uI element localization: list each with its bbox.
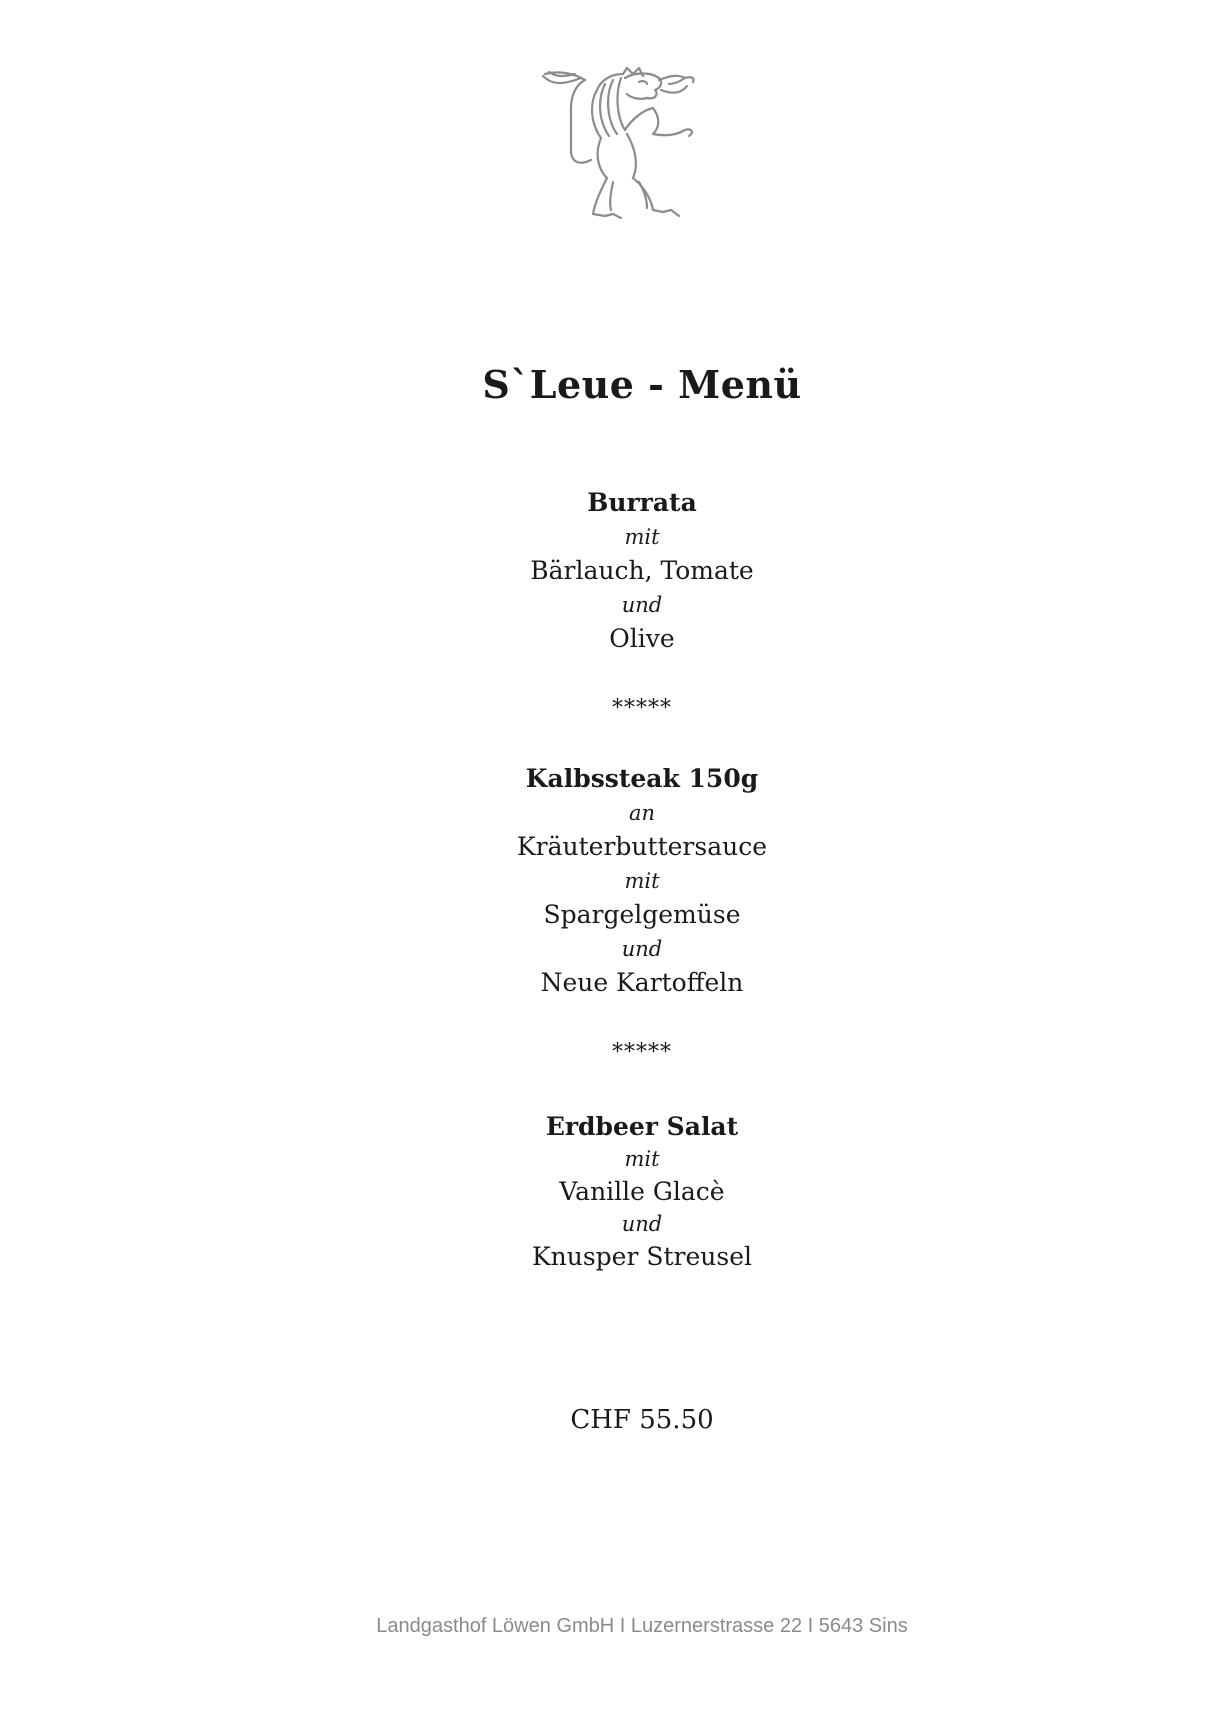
course-3-line-3: und bbox=[621, 1212, 663, 1236]
course-1-line-3: und bbox=[621, 593, 663, 617]
separator-2: ***** bbox=[612, 1040, 672, 1065]
course-2-name: Kalbssteak 150g bbox=[525, 764, 759, 793]
footer-address: Landgasthof Löwen GmbH I Luzernerstrasse 22 I 5643 Sins bbox=[376, 1615, 908, 1637]
course-2-line-4: Spargelgemüse bbox=[543, 900, 741, 929]
course-2-line-5: und bbox=[621, 937, 663, 961]
menu-price: CHF 55.50 bbox=[570, 1405, 714, 1435]
course-3-line-2: Vanille Glacè bbox=[559, 1177, 725, 1206]
separator-1: ***** bbox=[612, 696, 672, 721]
course-2-line-6: Neue Kartoffeln bbox=[540, 968, 744, 997]
course-1-line-2: Bärlauch, Tomate bbox=[530, 556, 754, 585]
lion-logo bbox=[535, 64, 715, 226]
course-2-line-2: Kräuterbuttersauce bbox=[517, 832, 767, 861]
course-1-line-4: Olive bbox=[609, 624, 675, 653]
course-3-line-1: mit bbox=[624, 1147, 660, 1171]
course-1-line-1: mit bbox=[624, 525, 660, 549]
rampant-lion-icon bbox=[535, 64, 715, 226]
course-2-line-1: an bbox=[628, 801, 656, 825]
course-3-line-4: Knusper Streusel bbox=[531, 1242, 753, 1271]
menu-title: S`Leue - Menü bbox=[482, 362, 802, 407]
course-3-name: Erdbeer Salat bbox=[545, 1112, 739, 1141]
course-1-name: Burrata bbox=[587, 488, 697, 517]
course-2-line-3: mit bbox=[624, 869, 660, 893]
